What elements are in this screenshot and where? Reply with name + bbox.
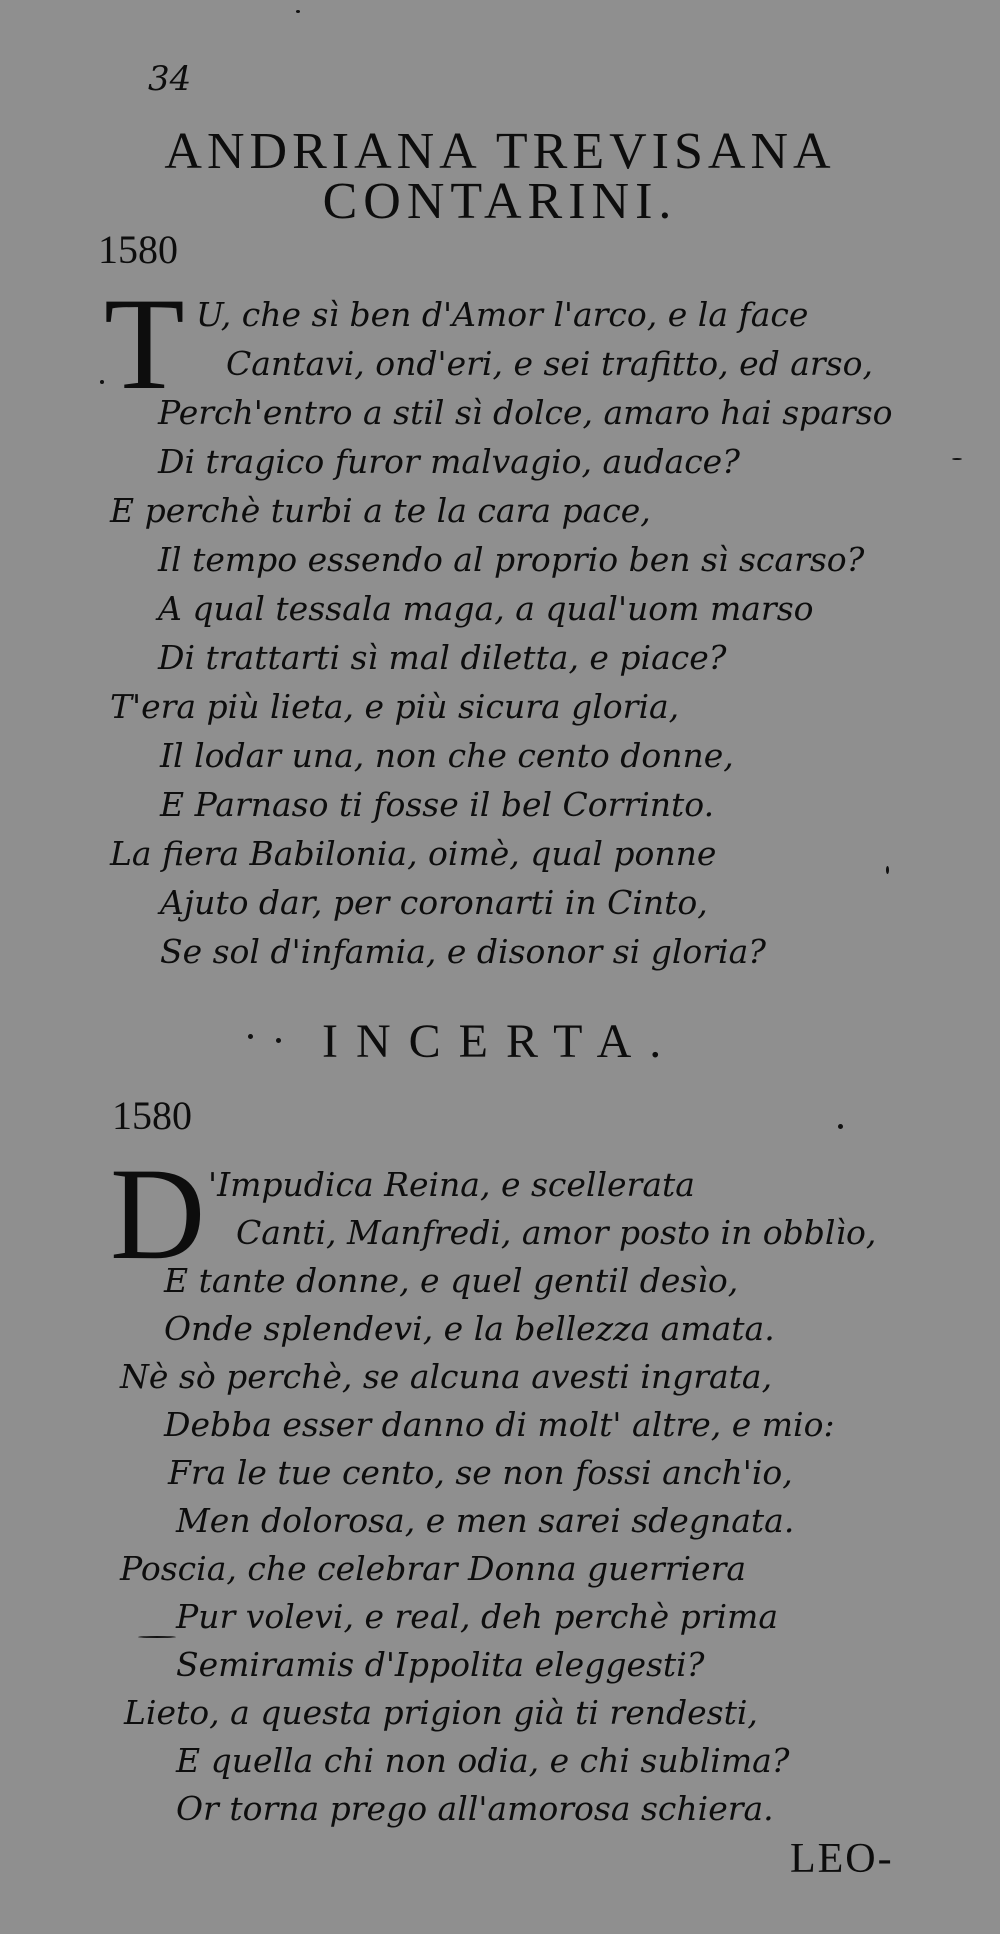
poem-2-line-9: Poscia, che celebrar Donna guerriera	[120, 1549, 747, 1588]
poem-2-line-2: Canti, Manfredi, amor posto in obblìo,	[236, 1213, 877, 1252]
poem-1-line-14: Se sol d'infamia, e disonor si gloria?	[160, 932, 766, 971]
poem-2-line-1: 'Impudica Reina, e scellerata	[208, 1165, 695, 1204]
page-title-line-1: ANDRIANA TREVISANA	[164, 123, 836, 180]
poem-2-line-13: E quella chi non odia, e chi sublima?	[176, 1741, 790, 1780]
ink-speck	[100, 380, 104, 384]
page-title-line-2: CONTARINI.	[322, 173, 678, 230]
ink-speck	[138, 1636, 176, 1638]
poem-1-line-6: Il tempo essendo al proprio ben sì scarso?	[158, 540, 865, 579]
poem-1-line-7: A qual tessala maga, a qual'uom marso	[158, 589, 814, 628]
poem-2-year: 1580	[112, 1093, 192, 1138]
poem-1-line-11: E Parnaso ti fosse il bel Corrinto.	[160, 785, 715, 824]
poem-1-line-1: U, che sì ben d'Amor l'arco, e la face	[196, 295, 809, 334]
catchword: LEO-	[790, 1836, 894, 1882]
poem-1-line-3: Perch'entro a stil sì dolce, amaro hai sparso	[158, 393, 893, 432]
ink-speck	[838, 1124, 843, 1129]
ink-speck	[296, 10, 300, 13]
page-number: 34	[148, 59, 192, 99]
ink-speck	[276, 1038, 281, 1043]
poem-2-line-3: E tante donne, e quel gentil desìo,	[164, 1261, 739, 1300]
poem-1-line-10: Il lodar una, non che cento donne,	[160, 736, 734, 775]
poem-2-drop-cap: D	[110, 1140, 206, 1287]
poem-2-line-4: Onde splendevi, e la bellezza amata.	[164, 1309, 775, 1348]
poem-1-line-2: Cantavi, ond'eri, e sei trafitto, ed arso,	[226, 344, 873, 383]
poem-1-line-9: T'era più lieta, e più sicura gloria,	[110, 687, 680, 726]
poem-2-line-10: Pur volevi, e real, deh perchè prima	[176, 1597, 779, 1636]
ink-speck	[952, 458, 962, 460]
poem-1-line-4: Di tragico furor malvagio, audace?	[158, 442, 740, 481]
poem-2-line-5: Nè sò perchè, se alcuna avesti ingrata,	[120, 1357, 773, 1396]
poem-2-line-6: Debba esser danno di molt' altre, e mio:	[164, 1405, 835, 1444]
poem-2-line-12: Lieto, a questa prigion già ti rendesti,	[124, 1693, 758, 1732]
section-title-incerta: INCERTA.	[322, 1015, 680, 1068]
poem-1-line-5: E perchè turbi a te la cara pace,	[110, 491, 651, 530]
poem-1-year: 1580	[98, 227, 178, 272]
poem-1-line-13: Ajuto dar, per coronarti in Cinto,	[160, 883, 708, 922]
poem-2-line-11: Semiramis d'Ippolita eleggesti?	[176, 1645, 705, 1684]
poem-1-drop-cap: T	[104, 270, 185, 417]
ink-speck	[886, 866, 889, 874]
poem-2-line-14: Or torna prego all'amorosa schiera.	[176, 1789, 774, 1828]
poem-1-line-8: Di trattarti sì mal diletta, e piace?	[158, 638, 727, 677]
ink-speck	[248, 1034, 253, 1039]
poem-2-line-7: Fra le tue cento, se non fossi anch'io,	[168, 1453, 793, 1492]
poem-2-line-8: Men dolorosa, e men sarei sdegnata.	[176, 1501, 795, 1540]
poem-1-line-12: La fiera Babilonia, oimè, qual ponne	[110, 834, 717, 873]
